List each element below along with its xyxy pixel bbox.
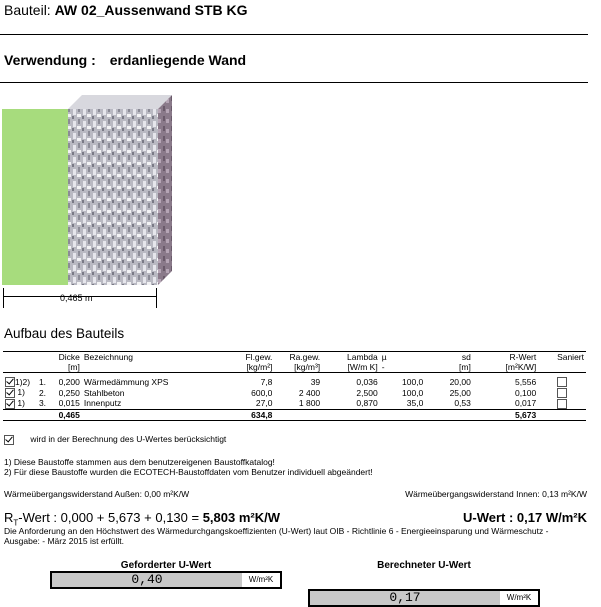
unit-dicke: [m] xyxy=(48,362,82,373)
footnote: 1) Diese Baustoffe stammen aus dem benutzereigenen Baustoffkatalog! xyxy=(4,457,275,467)
cell-ragew: 2 400 xyxy=(298,387,321,398)
calculated-u-field xyxy=(308,589,540,607)
col-rwert: R-Wert xyxy=(473,352,538,363)
saniert-checkbox[interactable] xyxy=(557,388,567,398)
include-checkbox[interactable] xyxy=(5,388,15,398)
include-checkbox[interactable] xyxy=(5,377,15,387)
calculated-u-unit: W/m²K xyxy=(500,591,538,605)
cell-mu: 35,0 xyxy=(406,398,424,409)
resistance-inside: Wärmeübergangswiderstand Innen: 0,13 m²K/W xyxy=(405,489,587,499)
cell-rwert: 0,017 xyxy=(514,398,537,409)
calculated-u-label: Berechneter U-Wert xyxy=(377,560,471,571)
table-row xyxy=(3,387,586,398)
cell-ragew: 39 xyxy=(310,376,321,387)
cell-bezeichnung: Innenputz xyxy=(83,398,122,409)
table-row xyxy=(3,398,586,409)
rt-value-line xyxy=(4,510,280,528)
legend-checkbox xyxy=(4,435,14,445)
cell-flgew: 600,0 xyxy=(251,387,273,398)
unit-rwert: [m²K/W] xyxy=(473,362,538,373)
cell-dicke: 0,015 xyxy=(58,398,80,409)
cell-sd: 0,53 xyxy=(454,398,471,409)
usage-value: erdanliegende Wand xyxy=(109,52,247,68)
row-number: 1. xyxy=(38,376,47,387)
cell-dicke: 0,200 xyxy=(58,376,80,387)
sum-dicke: 0,465 xyxy=(48,409,82,420)
cell-ragew: 1 800 xyxy=(298,398,321,409)
required-u-value: 0,40 xyxy=(131,572,163,587)
col-sd: sd xyxy=(425,352,473,363)
component-title xyxy=(4,2,248,18)
layers-table xyxy=(3,351,586,421)
row-number: 2. xyxy=(38,387,47,398)
table-row xyxy=(3,377,586,388)
unit-flgew: [kg/m²] xyxy=(221,362,275,373)
dimension-tick xyxy=(156,288,157,308)
row-mark: 1) xyxy=(17,387,25,398)
row-mark: 1) xyxy=(17,398,25,408)
row-mark: 1)2) xyxy=(15,376,31,387)
usage-label: Verwendung : xyxy=(4,52,96,68)
saniert-checkbox[interactable] xyxy=(557,377,567,387)
resistance-outside: Wärmeübergangswiderstand Außen: 0,00 m²K/W xyxy=(4,489,190,499)
required-u-label: Geforderter U-Wert xyxy=(120,560,212,571)
cell-lambda: 2,500 xyxy=(356,387,378,398)
cell-mu: 100,0 xyxy=(402,376,424,387)
cell-lambda: 0,036 xyxy=(356,376,378,387)
rt-subscript: T xyxy=(13,518,19,528)
wall-layer-graphic xyxy=(2,95,172,285)
required-u-unit: W/m²K xyxy=(242,573,280,587)
unit-mu: - xyxy=(380,362,426,373)
section-title: Aufbau des Bauteils xyxy=(4,326,125,341)
include-checkbox[interactable] xyxy=(5,399,15,409)
concrete-layer xyxy=(68,109,158,285)
insulation-layer xyxy=(2,109,68,285)
cell-lambda: 0,870 xyxy=(356,398,378,409)
cell-bezeichnung: Wärmedämmung XPS xyxy=(83,376,169,387)
unit-ragew: [kg/m³] xyxy=(274,362,322,373)
dimension-label: 0,465 m xyxy=(60,293,93,303)
col-flgew: Fl.gew. xyxy=(221,352,275,363)
cell-rwert: 5,556 xyxy=(514,376,537,387)
saniert-checkbox[interactable] xyxy=(557,399,567,409)
unit-lambda: [W/m K] xyxy=(322,362,380,373)
legend-text: wird in der Berechnung des U-Wertes berücksichtigt xyxy=(30,434,227,444)
row-number: 3. xyxy=(38,398,47,409)
cell-sd: 25,00 xyxy=(449,387,471,398)
calculated-u-value: 0,17 xyxy=(389,590,421,605)
required-u-field xyxy=(50,571,282,589)
component-name: AW 02_Aussenwand STB KG xyxy=(54,2,248,18)
sum-rwert: 5,673 xyxy=(473,409,538,420)
cell-flgew: 27,0 xyxy=(255,398,273,409)
cell-rwert: 0,100 xyxy=(514,387,537,398)
divider xyxy=(0,82,588,83)
unit-sd: [m] xyxy=(425,362,473,373)
requirement-text: Die Anforderung an den Höchstwert des Wärmedurchgangskoeffizienten (U-Wert) laut OIB - Richtlinie 6 - Energieeinsparung und Wärmeschutz - Ausgabe: - März 2015 ist erfüllt. xyxy=(4,526,549,546)
usage-line xyxy=(4,52,246,68)
rt-symbol: R xyxy=(4,510,14,525)
cell-mu: 100,0 xyxy=(402,387,424,398)
sum-flgew: 634,8 xyxy=(221,409,275,420)
cell-bezeichnung: Stahlbeton xyxy=(83,387,125,398)
legend-row xyxy=(4,434,226,445)
u-value-result: U-Wert : 0,17 W/m²K xyxy=(463,510,587,525)
dimension-tick xyxy=(3,288,4,308)
col-ragew: Ra.gew. xyxy=(274,352,322,363)
divider xyxy=(0,34,588,35)
cell-flgew: 7,8 xyxy=(260,376,273,387)
cell-sd: 20,00 xyxy=(449,376,471,387)
cell-dicke: 0,250 xyxy=(58,387,80,398)
col-mu: µ xyxy=(380,352,426,363)
rt-result: 5,803 m²K/W xyxy=(202,510,281,525)
col-bezeichnung: Bezeichnung xyxy=(82,352,221,363)
footnote: 2) Für diese Baustoffe wurden die ECOTECH-Baustoffdaten vom Benutzer individuell abgeändert! xyxy=(4,467,373,477)
col-saniert: Saniert xyxy=(538,352,586,363)
rt-formula: -Wert : 0,000 + 5,673 + 0,130 = xyxy=(18,510,203,525)
component-label: Bauteil: xyxy=(4,2,51,18)
col-dicke: Dicke xyxy=(48,352,82,363)
col-lambda: Lambda xyxy=(322,352,380,363)
sum-row xyxy=(3,409,586,420)
